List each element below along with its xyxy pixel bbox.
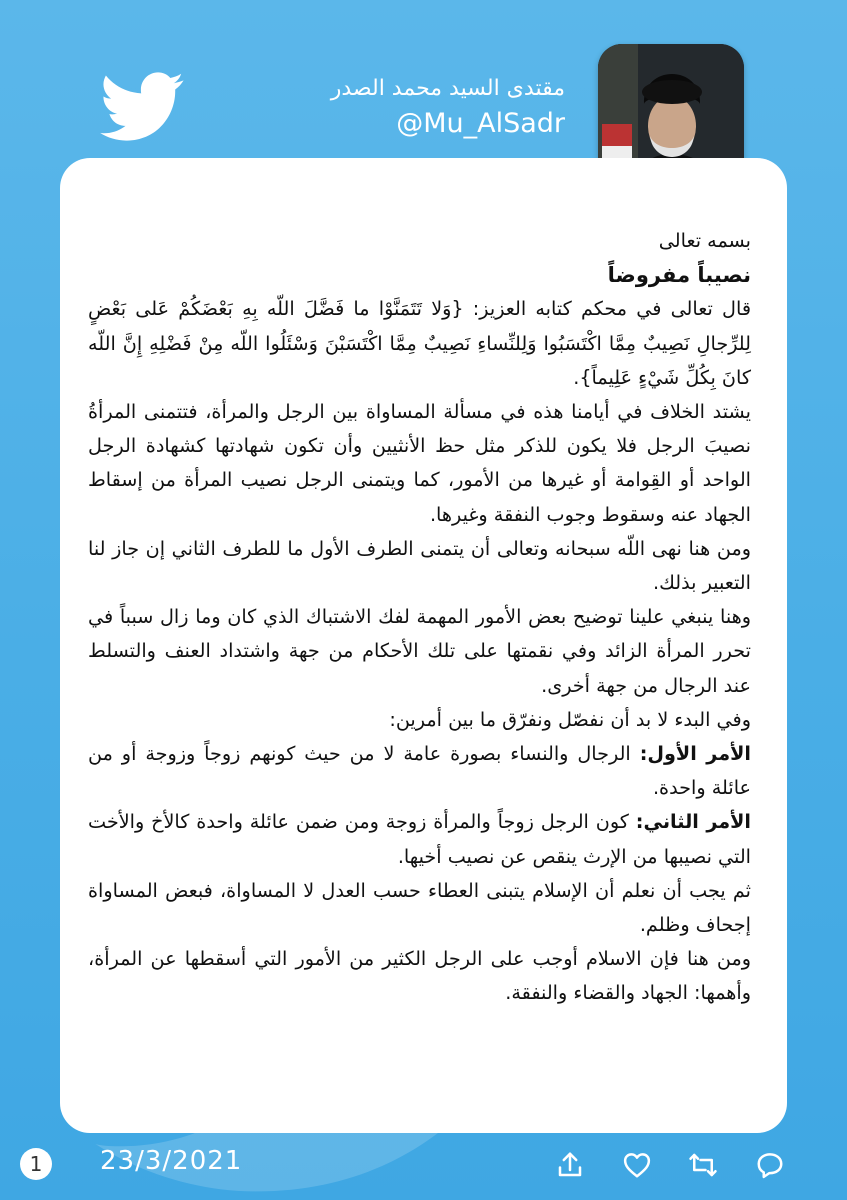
tweet-title: نصيباً مفروضاً — [607, 263, 751, 288]
paragraph-verse: قال تعالى في محكم كتابه العزيز: {وَلا تَتَمَنَّوْا ما فَضَّلَ اللّه بِهِ بَعْضَكُمْ عَلى بَعْضٍ لِلرِّجالِ نَصِيبٌ مِمَّا اكْتَسَبُوا وَلِلنِّساءِ نَصِيبٌ مِمَّا اكْتَسَبْنَ وَسْئَلُوا اللّه مِنْ فَضْلِهِ إِنَّ اللّه كانَ بِكُلِّ شَيْءٍ عَلِيماً}. — [88, 297, 751, 389]
tweet-actions — [555, 1148, 785, 1182]
account-name: مقتدى السيد محمد الصدر — [330, 76, 565, 101]
first-matter-text: الرجال والنساء بصورة عامة لا من حيث كونهم زوجاً وزوجة أو من عائلة واحدة. — [88, 742, 751, 800]
paragraph-6 — [88, 737, 751, 805]
tweet-body — [88, 224, 751, 1011]
paragraph-3: ومن هنا نهى اللّه سبحانه وتعالى أن يتمنى الطرف الأول ما للطرف الثاني إن جاز لنا التعبير بذلك. — [88, 536, 751, 595]
account-handle[interactable]: @Mu_AlSadr — [396, 108, 565, 139]
tweet-date: 23/3/2021 — [100, 1146, 243, 1176]
tweet-card — [60, 158, 787, 1133]
paragraph-7 — [88, 805, 751, 873]
reply-icon[interactable] — [755, 1150, 785, 1180]
like-icon[interactable] — [622, 1150, 652, 1180]
greeting: بسمه تعالى — [658, 229, 751, 252]
paragraph-5: وفي البدء لا بد أن نفصّل ونفرّق ما بين أمرين: — [389, 707, 751, 731]
paragraph-4: وهنا ينبغي علينا توضيح بعض الأمور المهمة لفك الاشتباك الذي كان وما زال سبباً في تحرر المرأة الزائد وفي نقمتها على تلك الأحكام من جهة واشتداد العنف والتسلط عند الرجال من جهة أخرى. — [88, 605, 751, 697]
paragraph-2: يشتد الخلاف في أيامنا هذه في مسألة المساواة بين الرجل والمرأة، فتتمنى المرأةُ نصيبَ الرجل فلا يكون للذكر مثل حظ الأنثيين وأن تكون شهادتها كشهادة الرجل الواحد أو القِوامة أو غيرها من الأمور، كما ويتمنى الرجل نصيب المرأة من إسقاط الجهاد عنه وسقوط وجوب النفقة وغيرها. — [88, 400, 751, 526]
retweet-icon[interactable] — [688, 1150, 718, 1180]
twitter-bird-icon — [100, 72, 186, 142]
share-icon[interactable] — [555, 1150, 585, 1180]
paragraph-8: ثم يجب أن نعلم أن الإسلام يتبنى العطاء حسب العدل لا المساواة، فبعض المساواة إجحاف وظلم. — [88, 878, 751, 937]
second-matter-label: الأمر الثاني: — [635, 810, 751, 834]
first-matter-label: الأمر الأول: — [639, 742, 751, 766]
second-matter-text: كون الرجل زوجاً والمرأة زوجة ومن ضمن عائلة واحدة كالأخ والأخت التي نصيبها من الإرث ينقص عن نصيب أخيها. — [88, 810, 751, 868]
paragraph-9: ومن هنا فإن الاسلام أوجب على الرجل الكثير من الأمور التي أسقطها عن المرأة، وأهمها: الجهاد والقضاء والنفقة. — [88, 947, 751, 1005]
page-number: 1 — [20, 1148, 52, 1180]
